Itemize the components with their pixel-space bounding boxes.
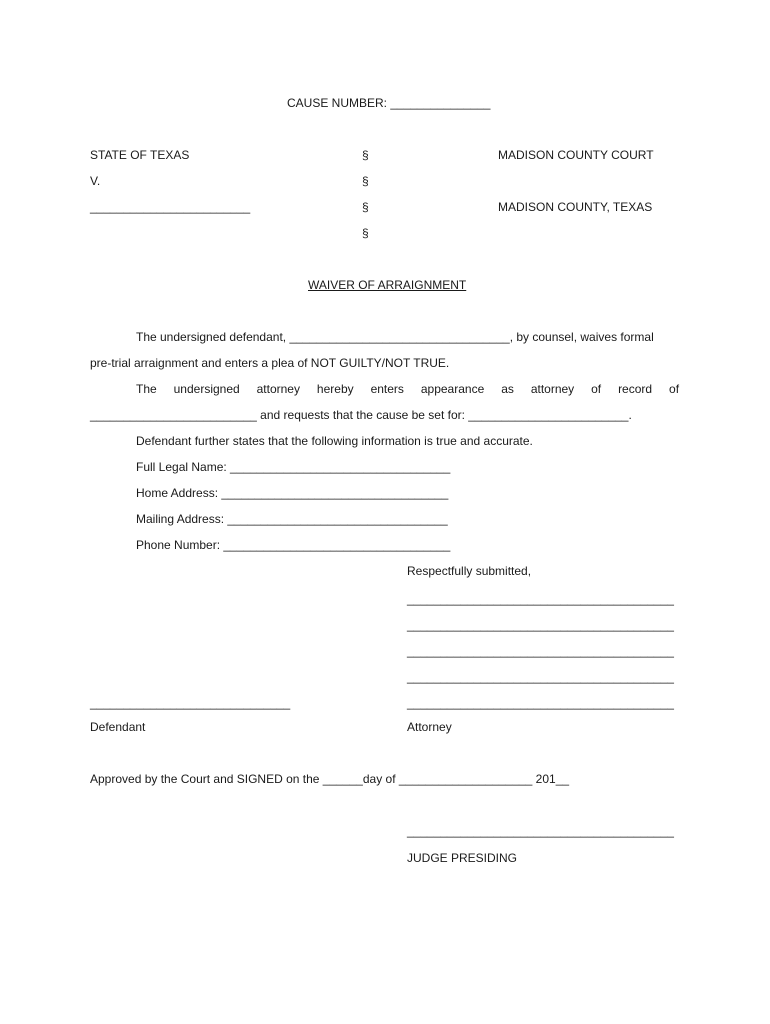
field-mailing-address: Mailing Address: _________________________________ xyxy=(136,512,448,526)
attorney-signature-line: ________________________________________ xyxy=(407,696,674,710)
word: of xyxy=(669,382,680,396)
approval-statement: Approved by the Court and SIGNED on the ______day of ____________________ 201__ xyxy=(90,772,570,786)
field-phone-number: Phone Number: __________________________________ xyxy=(136,538,451,552)
paragraph-attorney-line1 xyxy=(136,382,679,396)
caption-state: STATE OF TEXAS xyxy=(90,148,190,162)
section-mark: § xyxy=(362,148,369,162)
section-mark: § xyxy=(362,174,369,188)
field-home-address: Home Address: __________________________________ xyxy=(136,486,449,500)
word: appearance xyxy=(420,382,485,396)
field-full-legal-name: Full Legal Name: _________________________________ xyxy=(136,460,451,474)
word: undersigned xyxy=(173,382,240,396)
document-title: WAIVER OF ARRAIGNMENT xyxy=(308,278,467,292)
paragraph-attorney-line2: _________________________ and requests that the cause be set for: ________________________. xyxy=(90,408,632,422)
section-mark: § xyxy=(362,200,369,214)
caption-defendant-blank: ________________________ xyxy=(90,200,251,214)
attorney-label: Attorney xyxy=(407,720,452,734)
word: attorney xyxy=(256,382,300,396)
cause-number: CAUSE NUMBER: _______________ xyxy=(287,96,491,110)
attorney-signature-line: ________________________________________ xyxy=(407,592,674,606)
caption-versus: V. xyxy=(90,174,101,188)
word: enters xyxy=(370,382,404,396)
paragraph-defendant-line1: The undersigned defendant, _________________________________, by counsel, waives formal xyxy=(136,330,654,344)
word: hereby xyxy=(316,382,354,396)
judge-signature-line: ________________________________________ xyxy=(407,824,674,838)
word: record xyxy=(618,382,653,396)
attorney-signature-line: ________________________________________ xyxy=(407,644,674,658)
paragraph-information: Defendant further states that the following information is true and accurate. xyxy=(136,434,533,448)
respectfully-submitted: Respectfully submitted, xyxy=(407,564,532,578)
word: of xyxy=(591,382,602,396)
defendant-signature-line: ______________________________ xyxy=(90,696,291,710)
attorney-signature-line: ________________________________________ xyxy=(407,670,674,684)
word: as xyxy=(501,382,514,396)
caption-court: MADISON COUNTY COURT xyxy=(498,148,654,162)
section-mark: § xyxy=(362,226,369,240)
word: attorney xyxy=(530,382,575,396)
judge-presiding-label: JUDGE PRESIDING xyxy=(407,851,518,865)
paragraph-defendant-line2: pre-trial arraignment and enters a plea of NOT GUILTY/NOT TRUE. xyxy=(90,356,450,370)
word: The xyxy=(136,382,157,396)
caption-county: MADISON COUNTY, TEXAS xyxy=(498,200,653,214)
defendant-label: Defendant xyxy=(90,720,146,734)
attorney-signature-line: ________________________________________ xyxy=(407,618,674,632)
